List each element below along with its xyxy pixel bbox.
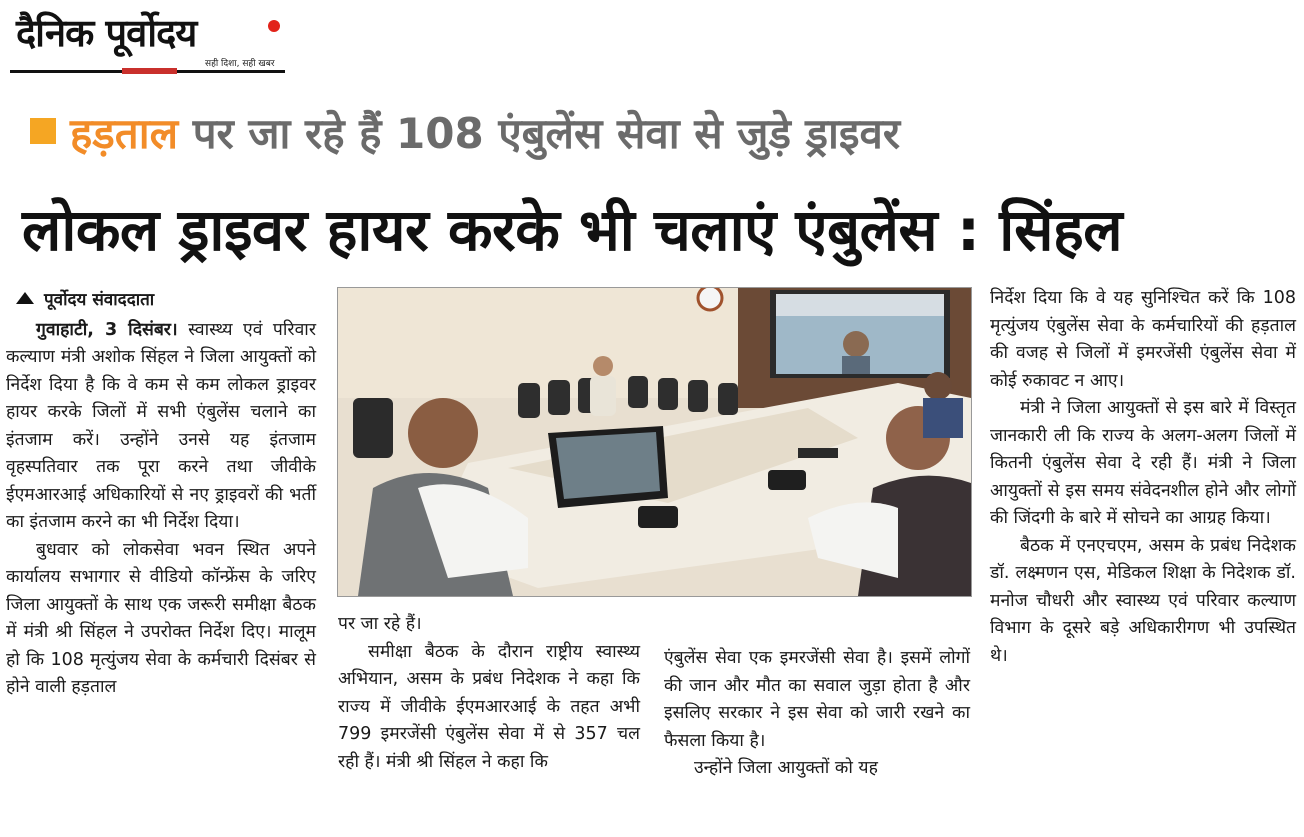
masthead-dot-icon [268,20,280,32]
paragraph: निर्देश दिया कि वे यह सुनिश्चित करें कि 108 मृत्युंजय एंबुलेंस सेवा के कर्मचारियों की हड़ताल की वजह से जिलों में इमरजेंसी एंबुलेंस सेवा में कोई रुकावट न आए। [990,288,1296,391]
paragraph: पर जा रहे हैं। [338,614,422,634]
paragraph: एंबुलेंस सेवा एक इमरजेंसी सेवा है। इसमें लोगों की जान और मौत का सवाल जुड़ा होता है और इसलिए सरकार ने इस सेवा को जारी रखने का फैसला किया है। [664,648,970,751]
article-column-2 [338,611,640,776]
paragraph [6,317,316,537]
kicker-headline [30,104,900,160]
paragraph: समीक्षा बैठक के दौरान राष्ट्रीय स्वास्थ्य अभियान, असम के प्रबंध निदेशक ने कहा कि राज्य में जीवीके ईएमआरआई के तहत अभी 799 इमरजेंसी एंबुलेंस सेवा में से 357 चल रही हैं। मंत्री श्री सिंहल ने कहा कि [338,641,640,772]
kicker-text: पर जा रहे हैं 108 एंबुलेंस सेवा से जुड़े ड्राइवर [192,109,901,158]
newspaper-name: दैनिक पूर्वोदय [16,11,197,55]
meeting-photo [337,287,972,597]
article-column-3 [664,645,970,783]
masthead [10,6,295,74]
paragraph: बुधवार को लोकसेवा भवन स्थित अपने कार्यालय सभागार से वीडियो कॉन्फ्रेंस के जरिए जिला आयुक्तों के साथ एक जरूरी समीक्षा बैठक में मंत्री श्री सिंहल ने उपरोक्त निर्देश दिए। मालूम हो कि 108 मृत्युंजय सेवा के कर्मचारी दिसंबर से होने वाली हड़ताल [6,539,316,697]
kicker-square-icon [30,118,56,144]
video-conference-meeting-photo [338,288,971,596]
paragraph: बैठक में एनएचएम, असम के प्रबंध निदेशक डॉ. लक्ष्मणन एस, मेडिकल शिक्षा के निदेशक डॉ. मनोज चौधरी और स्वास्थ्य एवं परिवार कल्याण विभाग के दूसरे बड़े अधिकारीगण भी उपस्थित थे। [990,535,1296,666]
byline [16,287,316,315]
paragraph-text: स्वास्थ्य एवं परिवार कल्याण मंत्री अशोक सिंहल ने जिला आयुक्तों को निर्देश दिया है कि वे कम से कम लोकल ड्राइवर हायर करके जिलों में सभी एंबुलेंस चलाने का इंतजाम करें। उन्होंने उनसे यह इंतजाम वृहस्पतिवार तक पूरा करने तथा जीवीके ईएमआरआई अधिकारियों से नए ड्राइवरों की भर्ती का इंतजाम करने का भी निर्देश दिया। [6,319,316,532]
masthead-red-strip [122,68,177,74]
kicker-accent: हड़ताल [70,109,179,158]
main-headline: लोकल ड्राइवर हायर करके भी चलाएं एंबुलेंस : सिंहल [22,196,1123,264]
article-column-4 [990,285,1296,670]
paragraph: मंत्री ने जिला आयुक्तों से इस बारे में विस्तृत जानकारी ली कि राज्य के अलग-अलग जिलों में कितनी एंबुलेंस सेवा दे रही हैं। मंत्री ने जिला आयुक्तों से इस समय संवेदनशील होने और लोगों की जिंदगी के बारे में सोचने का आग्रह किया। [990,398,1296,528]
byline-triangle-icon [16,292,34,304]
paragraph: उन्होंने जिला आयुक्तों को यह [694,758,878,778]
article-column-1 [6,287,316,702]
masthead-tagline: सही दिशा, सही खबर [205,59,275,69]
byline-text: पूर्वोदय संवाददाता [44,290,155,310]
dateline: गुवाहाटी, 3 दिसंबर। [36,319,178,340]
